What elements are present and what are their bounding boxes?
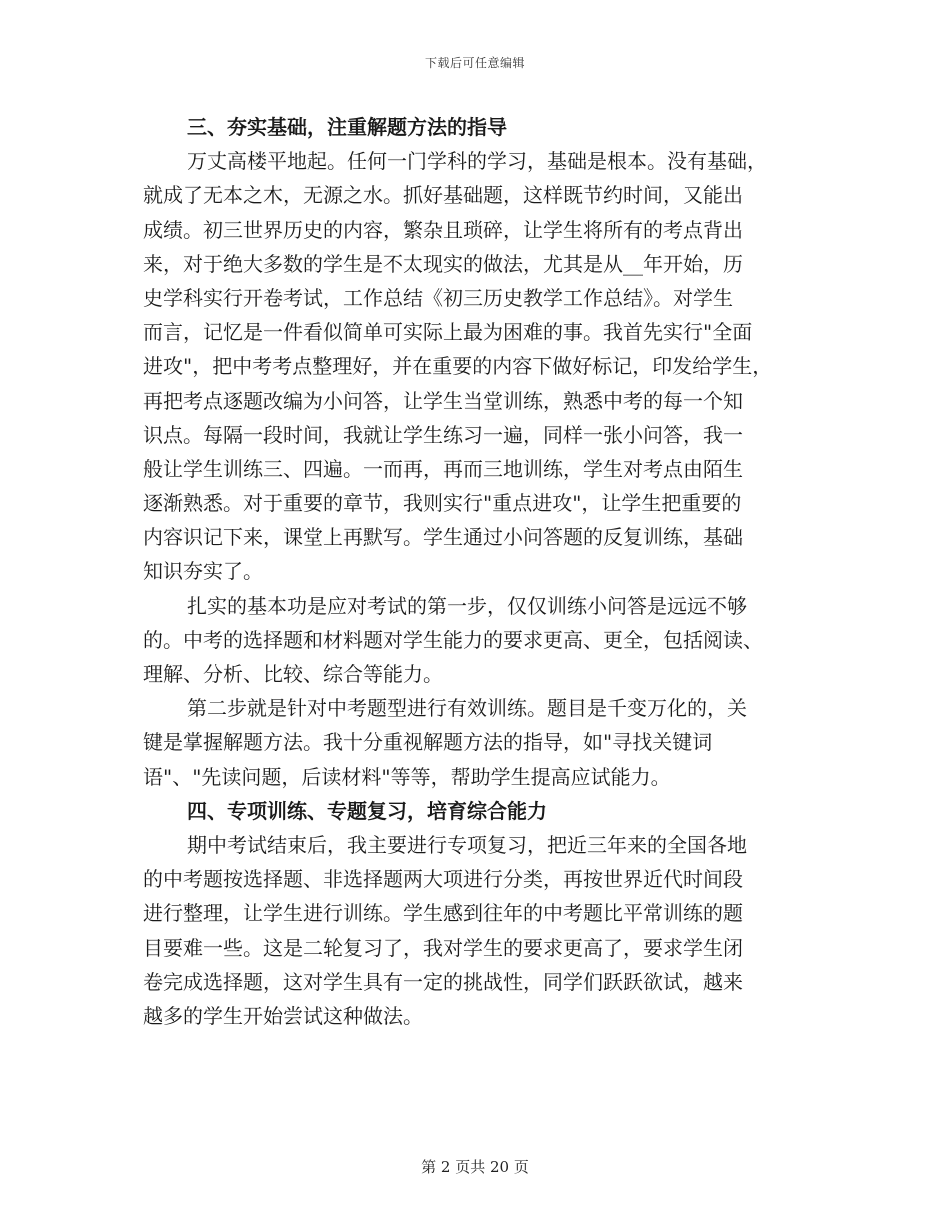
- body-text-line: 逐渐熟悉。对于重要的章节，我则实行"重点进攻"，让学生把重要的: [143, 491, 742, 516]
- body-text-line: 识点。每隔一段时间，我就让学生练习一遍，同样一张小问答，我一: [143, 422, 743, 447]
- body-text-line: 卷完成选择题，这对学生具有一定的挑战性，同学们跃跃欲试，越来: [143, 969, 743, 994]
- body-text-line: 成绩。初三世界历史的内容，繁杂且琐碎，让学生将所有的考点背出: [143, 217, 743, 242]
- header-note: 下载后可任意编辑: [424, 56, 525, 70]
- body-text-line: 进攻"，把中考考点整理好，并在重要的内容下做好标记，印发给学生，: [143, 354, 773, 379]
- body-text-line: 期中考试结束后，我主要进行专项复习，把近三年来的全国各地: [187, 832, 747, 857]
- body-text-line: 语"、"先读问题，后读材料"等等，帮助学生提高应试能力。: [143, 764, 671, 789]
- body-text-line: 键是掌握解题方法。我十分重视解题方法的指导，如"寻找关键词: [143, 730, 713, 755]
- body-text-line: 第二步就是针对中考题型进行有效训练。题目是千变万化的，关: [187, 696, 747, 721]
- body-text-line: 的中考题按选择题、非选择题两大项进行分类，再按世界近代时间段: [143, 867, 743, 892]
- body-text-line: 的。中考的选择题和材料题对学生能力的要求更高、更全，包括阅读、: [143, 627, 763, 652]
- body-text-line: 越多的学生开始尝试这种做法。: [143, 1003, 423, 1028]
- body-text-line: 再把考点逐题改编为小问答，让学生当堂训练，熟悉中考的每一个知: [143, 388, 743, 413]
- body-text-line: 史学科实行开卷考试，工作总结《初三历史教学工作总结》。对学生: [143, 285, 733, 310]
- body-text-line: 进行整理，让学生进行训练。学生感到往年的中考题比平常训练的题: [143, 901, 743, 926]
- body-text-line: 目要难一些。这是二轮复习了，我对学生的要求更高了，要求学生闭: [143, 935, 743, 960]
- body-text-line: 来，对于绝大多数的学生是不太现实的做法，尤其是从__年开始，历: [143, 251, 743, 276]
- section-heading: 三、夯实基础，注重解题方法的指导: [187, 115, 507, 139]
- body-text-line: 知识夯实了。: [143, 559, 263, 584]
- body-text-line: 理解、分析、比较、综合等能力。: [143, 662, 443, 686]
- document-body: [143, 110, 815, 1033]
- body-text-line: 内容识记下来，课堂上再默写。学生通过小问答题的反复训练，基础: [143, 525, 743, 550]
- body-text-line: 万丈高楼平地起。任何一门学科的学习，基础是根本。没有基础，: [187, 149, 767, 174]
- body-text-line: 扎实的基本功是应对考试的第一步，仅仅训练小问答是远远不够: [187, 593, 747, 618]
- body-text-line: 般让学生训练三、四遍。一而再，再而三地训练，学生对考点由陌生: [143, 456, 743, 481]
- page-footer: 第 2 页共 20 页: [421, 1158, 529, 1176]
- body-text-line: 而言，记忆是一件看似简单可实际上最为困难的事。我首先实行"全面: [143, 320, 753, 345]
- body-text-line: 就成了无本之木，无源之水。抓好基础题，这样既节约时间，又能出: [143, 183, 743, 208]
- section-heading: 四、专项训练、专题复习，培育综合能力: [187, 798, 547, 823]
